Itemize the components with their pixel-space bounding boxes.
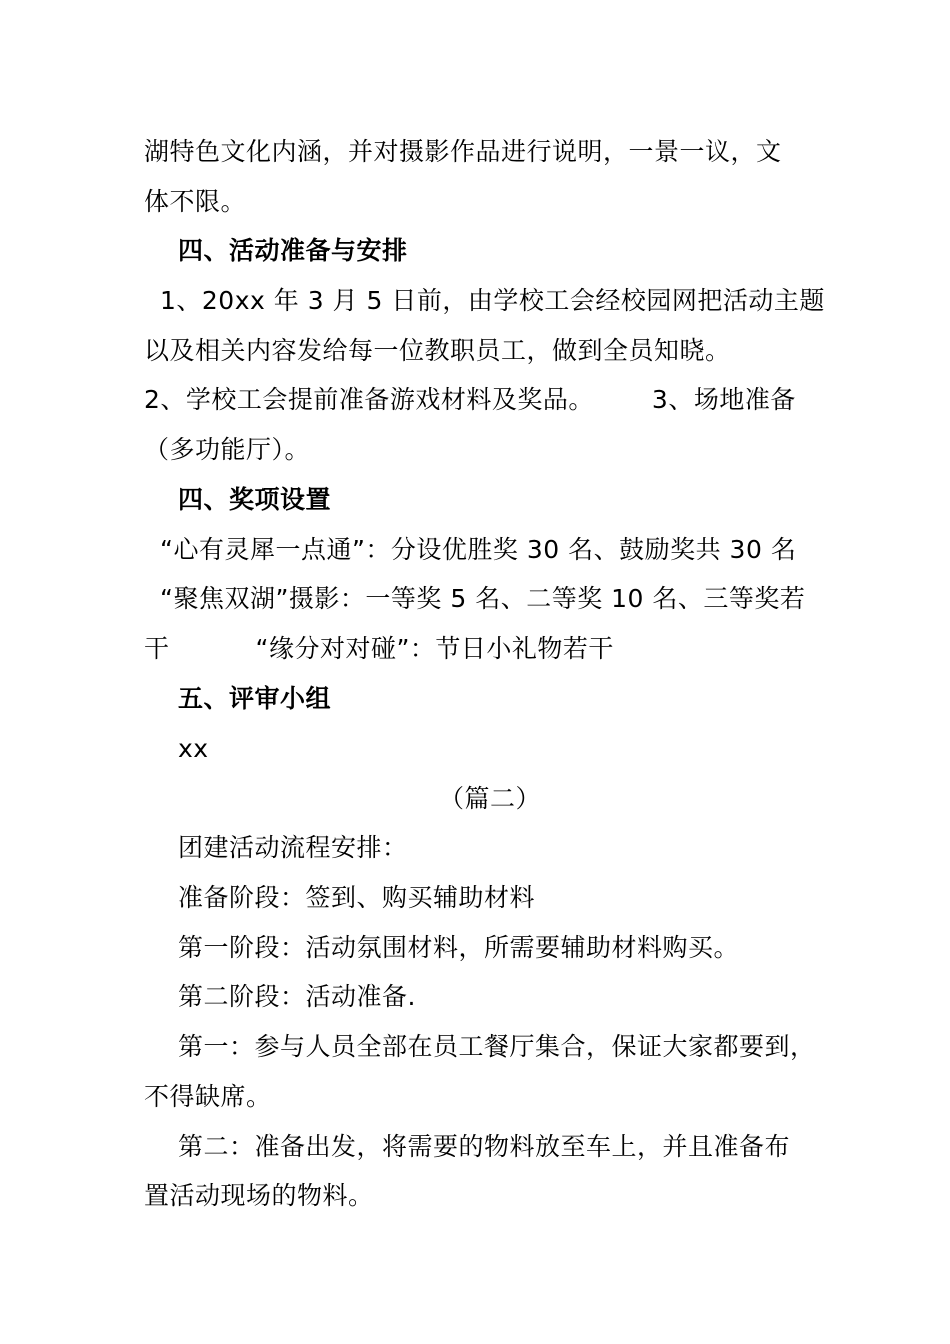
paragraph-line: 不得缺席。 (144, 1082, 272, 1111)
part-two-title: （篇二） (438, 784, 541, 813)
paragraph-line: 第二：准备出发，将需要的物料放至车上，并且准备布 (178, 1132, 791, 1161)
section-heading-review-panel: 五、评审小组 (178, 684, 332, 713)
award-continuation: 干 (144, 634, 170, 663)
paragraph-line: 第二阶段：活动准备. (178, 982, 416, 1011)
award-line: “心有灵犀一点通”：分设优胜奖 30 名、鼓励奖共 30 名 (160, 535, 797, 564)
award-line: “聚焦双湖”摄影：一等奖 5 名、二等奖 10 名、三等奖若 (160, 584, 806, 613)
paragraph-line: 以及相关内容发给每一位教职员工，做到全员知晓。 (144, 336, 731, 365)
award-gift-line: “缘分对对碰”：节日小礼物若干 (255, 634, 614, 663)
award-line (144, 634, 614, 664)
paragraph-line: （多功能厅）。 (144, 435, 311, 464)
preparation-item-3: 3、场地准备 (651, 385, 796, 414)
paragraph-line: 第一：参与人员全部在员工餐厅集合，保证大家都要到， (178, 1032, 816, 1061)
section-heading-awards: 四、奖项设置 (178, 485, 332, 514)
paragraph-line: 准备阶段：签到、购买辅助材料 (178, 883, 536, 912)
paragraph-line: 第一阶段：活动氛围材料，所需要辅助材料购买。 (178, 933, 740, 962)
preparation-item-2: 2、学校工会提前准备游戏材料及奖品。 (144, 385, 594, 414)
paragraph-line: 团建活动流程安排： (178, 833, 408, 862)
section-heading-preparation: 四、活动准备与安排 (178, 236, 408, 265)
paragraph-line: 1、20xx 年 3 月 5 日前，由学校工会经校园网把活动主题 (160, 286, 825, 315)
paragraph-line (144, 385, 796, 415)
paragraph-line: 湖特色文化内涵，并对摄影作品进行说明，一景一议，文 (144, 137, 782, 166)
paragraph-line: 体不限。 (144, 187, 247, 216)
paragraph-line: 置活动现场的物料。 (144, 1181, 374, 1210)
review-panel-value: xx (178, 734, 209, 763)
